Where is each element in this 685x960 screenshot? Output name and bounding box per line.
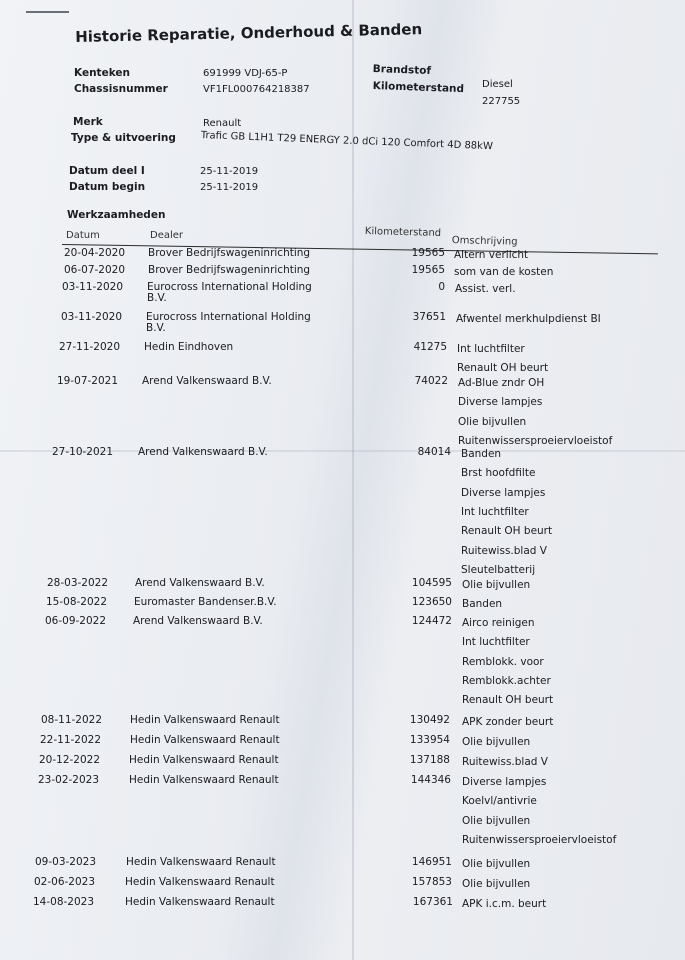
- row-description: Diverse lampjes: [458, 396, 543, 409]
- row-description: Ruitenwissersproeiervloeistof: [458, 434, 613, 447]
- row-description: APK i.c.m. beurt: [462, 898, 547, 910]
- row-description: APK zonder beurt: [462, 716, 554, 728]
- row-description: Olie bijvullen: [458, 415, 527, 428]
- row-date: 28-03-2022: [47, 577, 109, 589]
- row-description: Diverse lampjes: [462, 776, 547, 788]
- row-description: Renault OH beurt: [462, 694, 554, 707]
- row-description: Remblokk.achter: [462, 674, 551, 687]
- row-description: Olie bijvullen: [462, 878, 531, 890]
- row-kilometerstand: 167361: [412, 896, 453, 908]
- row-dealer: Hedin Valkenswaard Renault: [125, 896, 275, 908]
- row-date: 03-11-2020: [61, 311, 123, 323]
- row-description: Assist. verl.: [455, 283, 516, 295]
- row-description: Remblokk. voor: [462, 655, 544, 668]
- row-dealer: Hedin Valkenswaard Renault: [126, 856, 276, 868]
- row-dealer: Hedin Valkenswaard Renault: [129, 754, 279, 766]
- column-header-kilometerstand: Kilometerstand: [364, 226, 442, 239]
- row-date: 20-12-2022: [39, 754, 101, 766]
- row-dealer: Hedin Valkenswaard Renault: [130, 714, 280, 726]
- row-kilometerstand: 123650: [411, 596, 452, 608]
- column-header-omschrijving: Omschrijving: [451, 235, 518, 248]
- chassis-label: Chassisnummer: [74, 83, 168, 95]
- kilometerstand-label: Kilometerstand: [372, 80, 465, 96]
- datum-deel-value: 25-11-2019: [200, 166, 259, 177]
- row-dealer: Arend Valkenswaard B.V.: [142, 375, 272, 387]
- row-kilometerstand: 137188: [409, 754, 450, 766]
- kilometerstand-value: 227755: [482, 96, 521, 107]
- row-description: Afwentel merkhulpdienst BI: [456, 313, 601, 325]
- row-kilometerstand: 37651: [412, 311, 446, 323]
- row-description: Olie bijvullen: [462, 579, 531, 591]
- row-description: Renault OH beurt: [457, 362, 549, 375]
- row-description: som van de kosten: [454, 266, 554, 278]
- row-kilometerstand: 74022: [414, 375, 448, 387]
- row-description: Altern verlicht: [454, 249, 529, 261]
- row-dealer: Euromaster Bandenser.B.V.: [134, 596, 277, 608]
- row-date: 14-08-2023: [33, 896, 95, 908]
- row-description: Renault OH beurt: [461, 525, 553, 538]
- row-date: 22-11-2022: [40, 734, 102, 746]
- row-dealer-line2: B.V.: [146, 322, 166, 334]
- row-description: Koelvl/antivrie: [462, 795, 537, 808]
- row-dealer: Brover Bedrijfswageninrichting: [148, 247, 311, 259]
- row-kilometerstand: 157853: [411, 876, 452, 888]
- datum-begin-value: 25-11-2019: [200, 182, 259, 193]
- row-dealer: Hedin Eindhoven: [144, 341, 234, 353]
- row-dealer-line2: B.V.: [147, 292, 167, 304]
- merk-label: Merk: [73, 116, 103, 128]
- row-date: 06-09-2022: [45, 615, 107, 627]
- merk-value: Renault: [203, 118, 242, 129]
- row-description: Ad-Blue zndr OH: [458, 377, 545, 389]
- row-description: Olie bijvullen: [462, 858, 531, 870]
- brandstof-value: Diesel: [482, 79, 513, 90]
- column-header-datum: Datum: [66, 230, 100, 241]
- row-date: 20-04-2020: [64, 247, 126, 259]
- row-dealer: Arend Valkenswaard B.V.: [135, 577, 265, 589]
- row-description: Int luchtfilter: [462, 636, 530, 649]
- row-description: Ruitenwissersproeiervloeistof: [462, 833, 617, 846]
- row-description: Int luchtfilter: [457, 343, 525, 355]
- row-dealer: Eurocross International Holding: [147, 281, 312, 293]
- chassis-value: VF1FL000764218387: [203, 84, 310, 95]
- row-description: Banden: [462, 598, 503, 610]
- row-dealer: Hedin Valkenswaard Renault: [129, 774, 279, 786]
- row-description: Brst hoofdfilte: [461, 467, 536, 480]
- kenteken-label: Kenteken: [74, 67, 130, 79]
- row-date: 19-07-2021: [57, 375, 119, 387]
- row-date: 15-08-2022: [46, 596, 108, 608]
- brandstof-label: Brandstof: [372, 63, 432, 78]
- row-description: Ruitewiss.blad V: [462, 756, 548, 768]
- row-kilometerstand: 130492: [409, 714, 450, 726]
- row-date: 27-10-2021: [52, 446, 114, 458]
- datum-begin-label: Datum begin: [69, 181, 146, 193]
- row-date: 02-06-2023: [34, 876, 96, 888]
- row-description: Int luchtfilter: [461, 505, 529, 518]
- document-title: Historie Reparatie, Onderhoud & Banden: [75, 20, 423, 46]
- top-mark: [26, 11, 69, 13]
- row-dealer: Hedin Valkenswaard Renault: [130, 734, 280, 746]
- kenteken-value: 691999 VDJ-65-P: [203, 68, 288, 79]
- row-description: Olie bijvullen: [462, 814, 531, 827]
- row-description: Sleutelbatterij: [461, 563, 536, 576]
- row-kilometerstand: 84014: [417, 446, 451, 458]
- column-header-dealer: Dealer: [150, 230, 184, 241]
- row-date: 08-11-2022: [41, 714, 103, 726]
- row-kilometerstand: 133954: [409, 734, 450, 746]
- datum-deel-label: Datum deel I: [69, 165, 145, 177]
- row-date: 03-11-2020: [62, 281, 124, 293]
- row-date: 09-03-2023: [35, 856, 97, 868]
- row-description: Ruitewiss.blad V: [461, 544, 547, 557]
- row-kilometerstand: 19565: [411, 264, 445, 276]
- row-kilometerstand: 41275: [413, 341, 447, 353]
- row-dealer: Brover Bedrijfswageninrichting: [148, 264, 311, 276]
- row-dealer: Eurocross International Holding: [146, 311, 311, 323]
- row-dealer: Arend Valkenswaard B.V.: [133, 615, 263, 627]
- row-date: 27-11-2020: [59, 341, 121, 353]
- row-description: Diverse lampjes: [461, 486, 546, 499]
- row-dealer: Hedin Valkenswaard Renault: [125, 876, 275, 888]
- row-kilometerstand: 146951: [411, 856, 452, 868]
- row-description: Olie bijvullen: [462, 736, 531, 748]
- section-title: Werkzaamheden: [67, 209, 166, 221]
- row-dealer: Arend Valkenswaard B.V.: [138, 446, 268, 458]
- row-kilometerstand: 124472: [411, 615, 452, 627]
- row-description: Banden: [461, 448, 502, 460]
- row-date: 23-02-2023: [38, 774, 100, 786]
- type-value: Trafic GB L1H1 T29 ENERGY 2.0 dCi 120 Comfort 4D 88kW: [200, 130, 494, 153]
- row-kilometerstand: 144346: [410, 774, 451, 786]
- row-date: 06-07-2020: [64, 264, 126, 276]
- row-kilometerstand: 0: [438, 281, 445, 293]
- row-kilometerstand: 104595: [411, 577, 452, 589]
- type-label: Type & uitvoering: [71, 132, 176, 144]
- row-kilometerstand: 19565: [411, 247, 445, 259]
- row-description: Airco reinigen: [462, 617, 535, 629]
